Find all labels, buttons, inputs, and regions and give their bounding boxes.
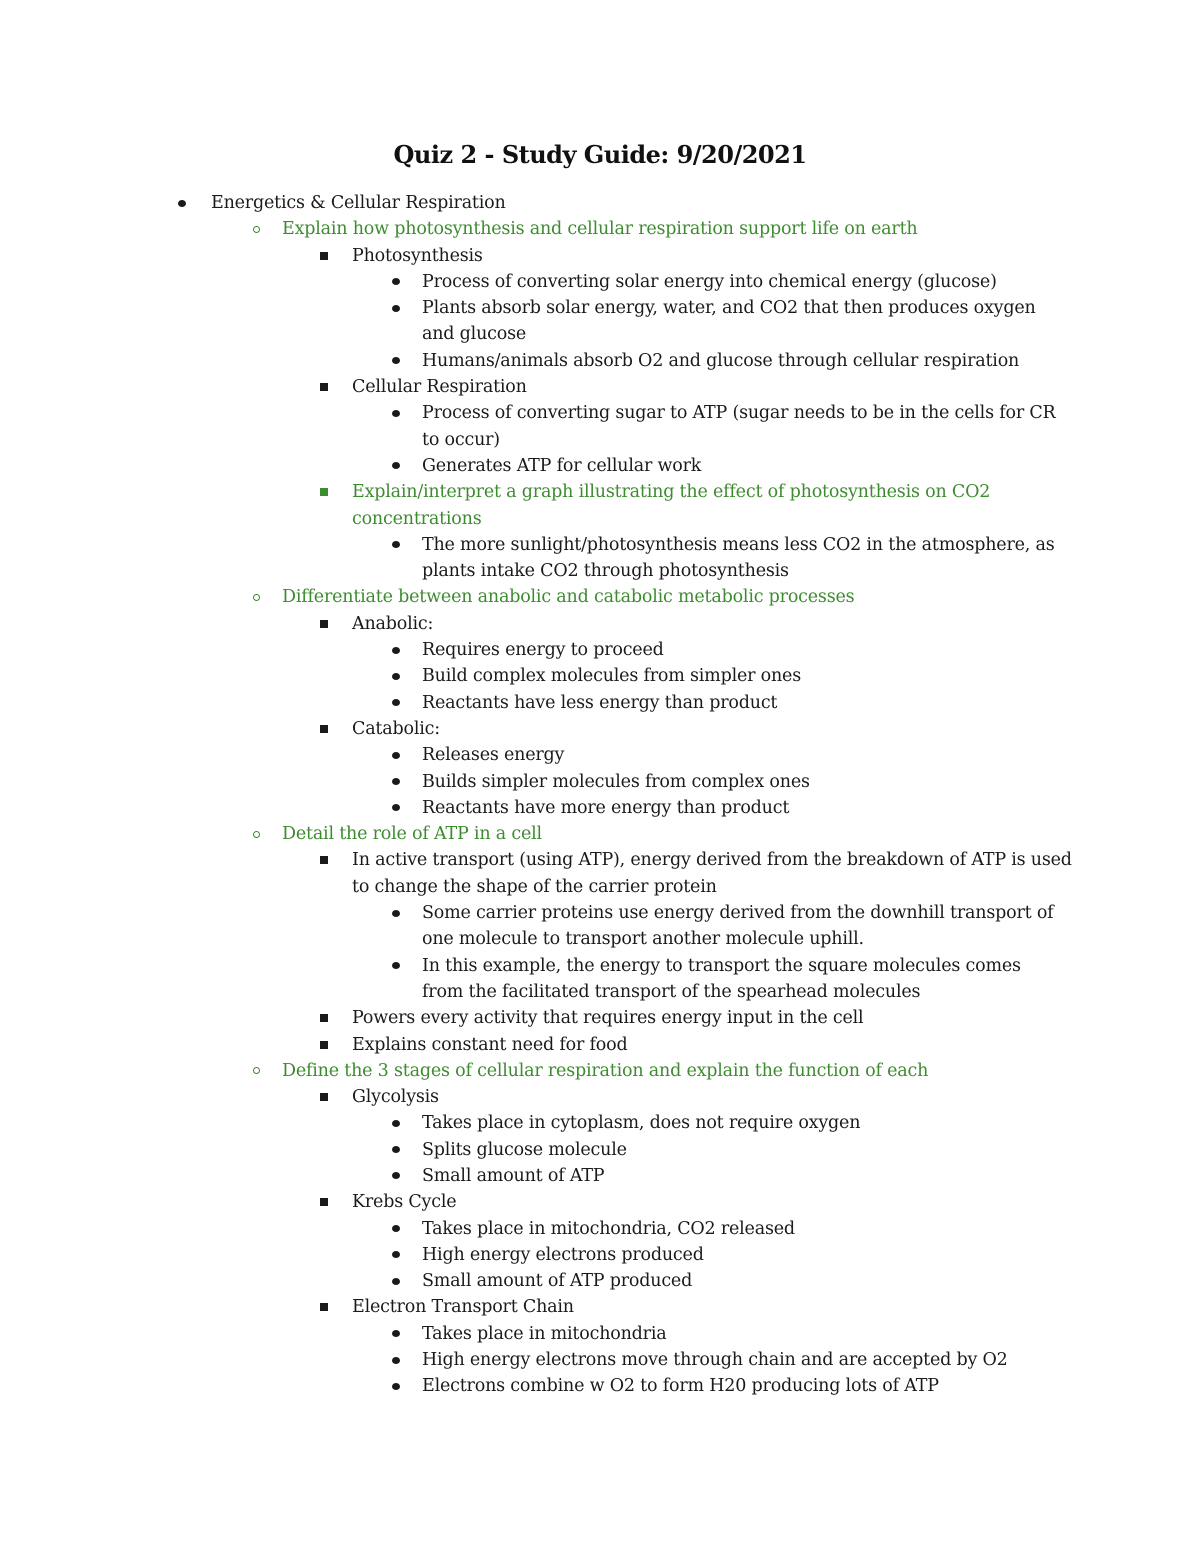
bullet-square-icon bbox=[316, 1005, 332, 1031]
bullet-dot-icon bbox=[388, 1268, 404, 1294]
bullet-square-icon bbox=[316, 374, 332, 400]
outline-item-text: Cellular Respiration bbox=[352, 377, 527, 398]
outline-item-text: Small amount of ATP bbox=[422, 1165, 605, 1186]
bullet-ring-icon bbox=[248, 216, 264, 242]
outline-item-level-3 bbox=[0, 1032, 1082, 1058]
outline-item-text: Some carrier proteins use energy derived from the downhill transport of one molecule to transport another molecule uphill. bbox=[422, 903, 1054, 950]
outline-item-level-4 bbox=[0, 1373, 1062, 1399]
outline-item-level-4 bbox=[0, 295, 1062, 348]
outline-item-level-2 bbox=[0, 216, 1082, 242]
bullet-dot-icon bbox=[388, 453, 404, 479]
outline-item-text: Releases energy bbox=[422, 745, 565, 766]
outline-item-text: Takes place in cytoplasm, does not require oxygen bbox=[422, 1113, 861, 1134]
outline-item-level-4 bbox=[0, 1137, 1062, 1163]
bullet-ring-icon bbox=[248, 584, 264, 610]
bullet-dot-icon bbox=[174, 190, 190, 216]
bullet-square-icon bbox=[316, 1084, 332, 1110]
outline-item-level-4 bbox=[0, 900, 1062, 953]
bullet-dot-icon bbox=[388, 1242, 404, 1268]
outline-item-text: Explains constant need for food bbox=[352, 1034, 628, 1055]
page-title: Quiz 2 - Study Guide: 9/20/2021 bbox=[393, 140, 807, 169]
outline-item-level-4 bbox=[0, 1347, 1062, 1373]
bullet-dot-icon bbox=[388, 637, 404, 663]
outline-item-text: Reactants have more energy than product bbox=[422, 797, 790, 818]
outline-item-level-2 bbox=[0, 1058, 1082, 1084]
study-outline bbox=[0, 190, 1200, 1400]
outline-item-text: Generates ATP for cellular work bbox=[422, 455, 702, 476]
outline-item-level-3 bbox=[0, 374, 1082, 400]
bullet-dot-icon bbox=[388, 532, 404, 558]
outline-item-level-3 bbox=[0, 847, 1082, 900]
outline-item-level-4 bbox=[0, 400, 1062, 453]
bullet-square-icon bbox=[316, 611, 332, 637]
outline-item-level-4 bbox=[0, 769, 1062, 795]
outline-item-text: Humans/animals absorb O2 and glucose through cellular respiration bbox=[422, 350, 1020, 371]
bullet-dot-icon bbox=[388, 269, 404, 295]
outline-item-text: Splits glucose molecule bbox=[422, 1139, 627, 1160]
outline-item-level-4 bbox=[0, 348, 1062, 374]
bullet-ring-icon bbox=[248, 1058, 264, 1084]
bullet-square-icon bbox=[316, 1294, 332, 1320]
outline-item-text: Photosynthesis bbox=[352, 245, 483, 266]
bullet-dot-icon bbox=[388, 295, 404, 321]
bullet-dot-icon bbox=[388, 1137, 404, 1163]
outline-item-text: Build complex molecules from simpler ones bbox=[422, 666, 801, 687]
outline-item-text: Requires energy to proceed bbox=[422, 640, 664, 661]
outline-item-level-4 bbox=[0, 953, 1062, 1006]
outline-item-text: Builds simpler molecules from complex ones bbox=[422, 771, 810, 792]
bullet-dot-icon bbox=[388, 1347, 404, 1373]
bullet-dot-icon bbox=[388, 953, 404, 979]
outline-item-level-4 bbox=[0, 742, 1062, 768]
outline-item-level-4 bbox=[0, 1163, 1062, 1189]
bullet-square-icon bbox=[316, 243, 332, 269]
bullet-dot-icon bbox=[388, 1373, 404, 1399]
bullet-dot-icon bbox=[388, 1163, 404, 1189]
outline-item-text: Detail the role of ATP in a cell bbox=[282, 824, 542, 845]
outline-item-level-4 bbox=[0, 663, 1062, 689]
outline-item-text: Explain/interpret a graph illustrating the effect of photosynthesis on CO2 concentrations bbox=[352, 482, 991, 529]
outline-item-text: Catabolic: bbox=[352, 718, 440, 739]
bullet-dot-icon bbox=[388, 769, 404, 795]
outline-item-text: Differentiate between anabolic and catabolic metabolic processes bbox=[282, 587, 855, 608]
outline-item-text: Process of converting sugar to ATP (sugar needs to be in the cells for CR to occur) bbox=[422, 403, 1056, 450]
bullet-square-icon bbox=[316, 847, 332, 873]
outline-item-level-2 bbox=[0, 821, 1082, 847]
outline-item-level-4 bbox=[0, 269, 1062, 295]
outline-item-level-3 bbox=[0, 479, 1082, 532]
outline-item-text: In this example, the energy to transport the square molecules comes from the facilitated transport of the spearhead molecules bbox=[422, 955, 1021, 1002]
outline-item-level-3 bbox=[0, 716, 1082, 742]
outline-item-text: Process of converting solar energy into chemical energy (glucose) bbox=[422, 271, 997, 292]
outline-item-text: High energy electrons move through chain and are accepted by O2 bbox=[422, 1350, 1008, 1371]
outline-item-level-3 bbox=[0, 243, 1082, 269]
outline-item-level-4 bbox=[0, 1242, 1062, 1268]
bullet-square-icon bbox=[316, 1032, 332, 1058]
bullet-dot-icon bbox=[388, 348, 404, 374]
bullet-square-icon bbox=[316, 1189, 332, 1215]
outline-item-level-3 bbox=[0, 1084, 1082, 1110]
outline-item-text: Electrons combine w O2 to form H20 producing lots of ATP bbox=[422, 1376, 939, 1397]
outline-item-text: Define the 3 stages of cellular respiration and explain the function of each bbox=[282, 1060, 929, 1081]
outline-item-level-4 bbox=[0, 1110, 1062, 1136]
bullet-dot-icon bbox=[388, 742, 404, 768]
outline-item-level-3 bbox=[0, 1294, 1082, 1320]
bullet-dot-icon bbox=[388, 690, 404, 716]
outline-item-text: Powers every activity that requires energy input in the cell bbox=[352, 1008, 864, 1029]
outline-item-text: The more sunlight/photosynthesis means less CO2 in the atmosphere, as plants intake CO2 through photosynthesis bbox=[422, 534, 1055, 582]
bullet-square-icon bbox=[316, 716, 332, 742]
outline-item-text: Plants absorb solar energy, water, and CO2 that then produces oxygen and glucose bbox=[422, 298, 1036, 345]
outline-item-level-4 bbox=[0, 795, 1062, 821]
outline-item-text: Energetics & Cellular Respiration bbox=[211, 193, 506, 213]
outline-item-level-1 bbox=[0, 190, 1081, 216]
bullet-dot-icon bbox=[388, 900, 404, 926]
outline-item-text: Anabolic: bbox=[352, 613, 434, 634]
outline-item-text: Glycolysis bbox=[352, 1087, 439, 1108]
bullet-dot-icon bbox=[388, 400, 404, 426]
outline-item-level-4 bbox=[0, 637, 1062, 663]
outline-item-text: Explain how photosynthesis and cellular respiration support life on earth bbox=[282, 219, 918, 240]
bullet-square-icon bbox=[316, 479, 332, 505]
bullet-ring-icon bbox=[248, 821, 264, 847]
outline-item-level-4 bbox=[0, 532, 1062, 585]
bullet-dot-icon bbox=[388, 795, 404, 821]
outline-item-level-2 bbox=[0, 584, 1082, 610]
outline-item-level-4 bbox=[0, 690, 1062, 716]
outline-item-level-3 bbox=[0, 1005, 1082, 1031]
outline-item-level-4 bbox=[0, 1216, 1062, 1242]
outline-item-text: Electron Transport Chain bbox=[352, 1297, 574, 1318]
outline-item-text: Small amount of ATP produced bbox=[422, 1271, 693, 1292]
outline-item-level-4 bbox=[0, 453, 1062, 479]
bullet-dot-icon bbox=[388, 1216, 404, 1242]
outline-item-text: Krebs Cycle bbox=[352, 1192, 457, 1213]
bullet-dot-icon bbox=[388, 663, 404, 689]
outline-item-text: Takes place in mitochondria bbox=[422, 1323, 667, 1344]
outline-item-level-4 bbox=[0, 1321, 1062, 1347]
outline-item-text: High energy electrons produced bbox=[422, 1244, 704, 1265]
outline-item-text: Takes place in mitochondria, CO2 released bbox=[422, 1218, 795, 1239]
bullet-dot-icon bbox=[388, 1321, 404, 1347]
outline-item-text: In active transport (using ATP), energy derived from the breakdown of ATP is used to change the shape of the carrier protein bbox=[352, 850, 1072, 897]
outline-item-level-4 bbox=[0, 1268, 1062, 1294]
bullet-dot-icon bbox=[388, 1110, 404, 1136]
outline-item-text: Reactants have less energy than product bbox=[422, 692, 778, 713]
outline-item-level-3 bbox=[0, 611, 1082, 637]
outline-item-level-3 bbox=[0, 1189, 1082, 1215]
